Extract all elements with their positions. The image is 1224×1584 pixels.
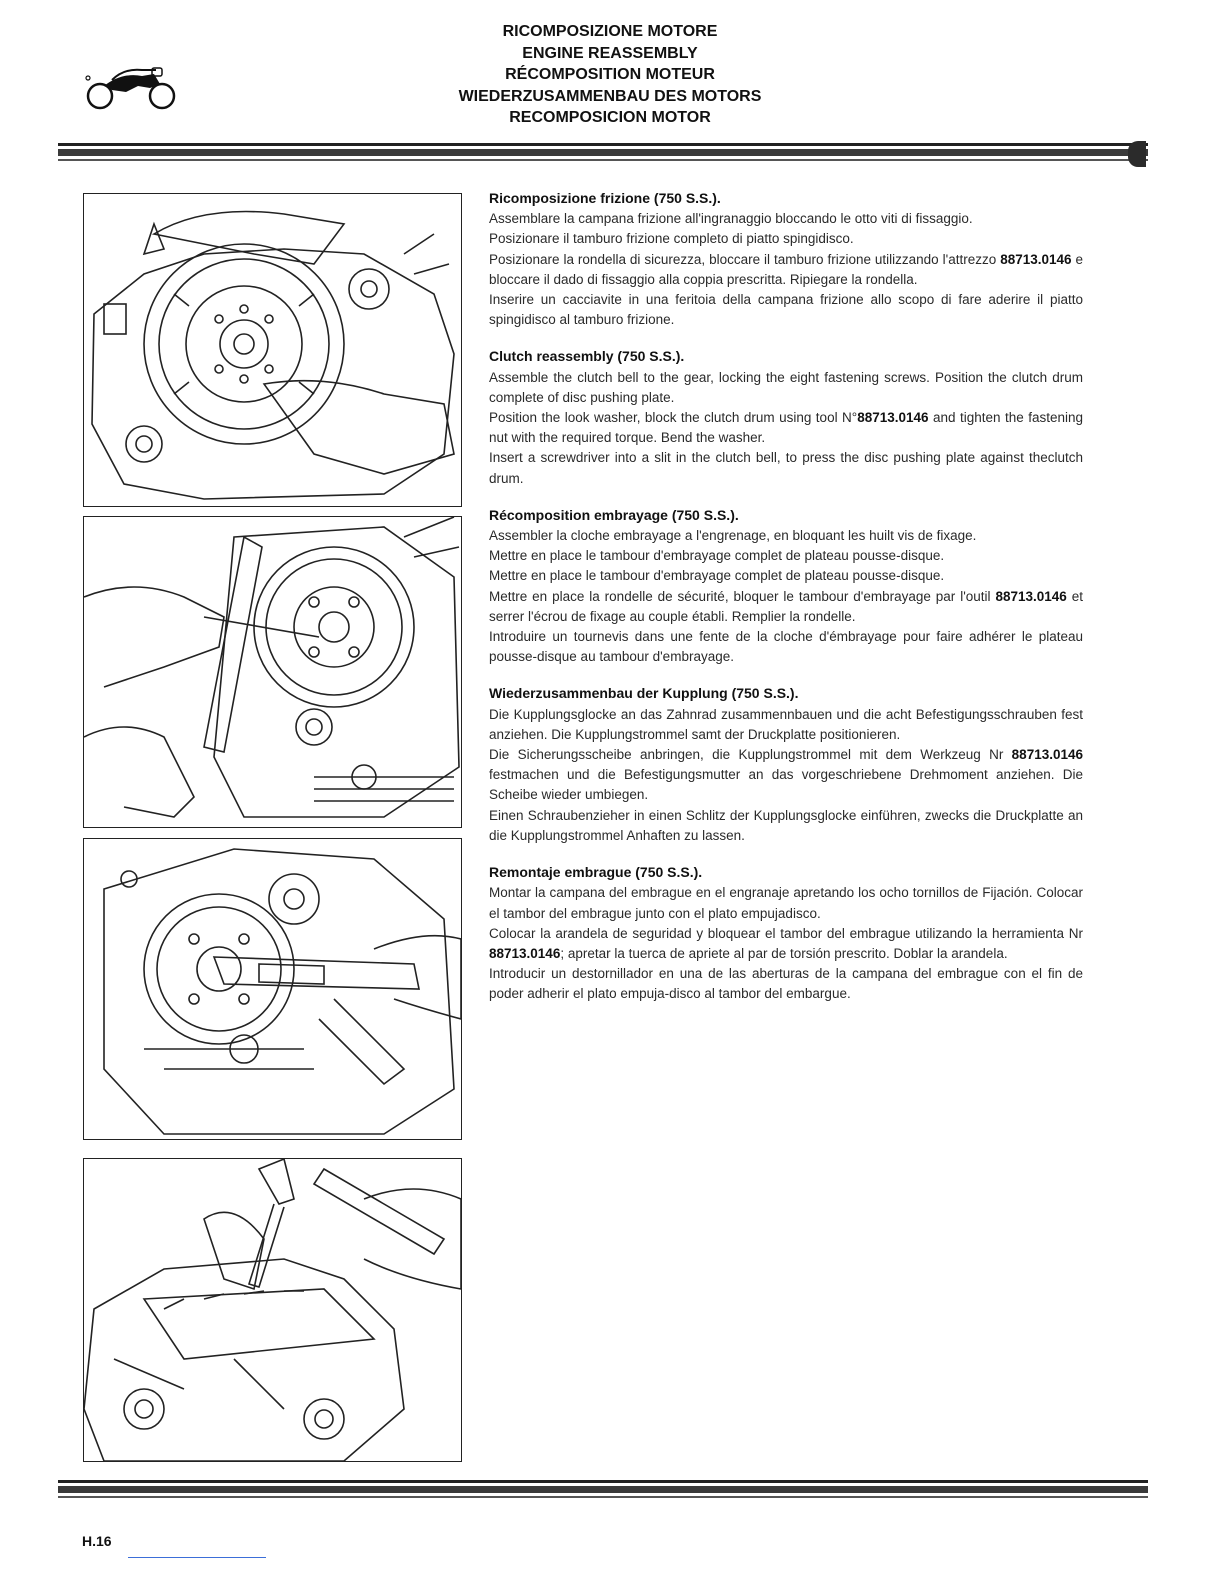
paragraph <box>489 745 1083 806</box>
paragraph-text: festmachen und die Befestigungsmutter an das vorgeschriebene Drehmoment anziehen. Die Scheibe wieder umbiegen. <box>489 767 1083 803</box>
paragraph: Introduire un tournevis dans une fente de la cloche d'émbrayage pour faire adhérer le plateau pousse-disque au tambour d'embrayage. <box>489 629 1083 665</box>
paragraph: Introducir un destornillador en una de las aberturas de la campana del embrague con el fin de poder adherir el plato empuja-disco al tambor del embargue. <box>489 966 1083 1002</box>
paragraph <box>489 924 1083 964</box>
title-italian: RICOMPOSIZIONE MOTORE <box>502 23 718 40</box>
section-title: Wiederzusammenbau der Kupplung (750 S.S.). <box>489 685 799 702</box>
paragraph-text: Colocar la arandela de seguridad y bloquear el tambor del embrague utilizando la herramienta Nr <box>489 925 1083 941</box>
figure-clutch-bell-assembly <box>83 193 462 507</box>
paragraph-text: and tighten the fastening nut with the required torque. Bend the washer. <box>489 410 1083 446</box>
header-rule <box>58 143 1148 161</box>
title-english: ENGINE REASSEMBLY <box>522 44 698 62</box>
section-english <box>489 346 1083 488</box>
paragraph: Mettre en place le tambour d'embrayage complet de plateau pousse-disque. <box>489 568 945 584</box>
paragraph: Mettre en place le tambour d'embrayage complet de plateau pousse-disque. <box>489 548 945 564</box>
section-german <box>489 683 1083 846</box>
title-spanish: RECOMPOSICION MOTOR <box>509 109 711 126</box>
paragraph <box>489 250 1083 290</box>
figure-torque-wrench <box>83 838 462 1140</box>
instruction-column <box>489 188 1083 1021</box>
section-italian <box>489 188 1083 330</box>
paragraph: Assemblare la campana frizione all'ingranaggio bloccando le otto viti di fissaggio. <box>489 211 973 227</box>
title-german: WIEDERZUSAMMENBAU DES MOTORS <box>458 87 762 105</box>
section-title: Ricomposizione frizione (750 S.S.). <box>489 190 721 206</box>
header-titles <box>380 21 840 129</box>
paragraph <box>489 408 1083 448</box>
paragraph-text: Die Sicherungsscheibe anbringen, die Kupplungstrommel mit dem Werkzeug Nr <box>489 747 1004 763</box>
paragraph: Insert a screwdriver into a slit in the clutch bell, to press the disc pushing plate against theclutch drum. <box>489 450 1083 486</box>
figure-screwdriver-insert <box>83 1158 462 1462</box>
paragraph-text: e bloccare il dado di fissaggio alla coppia prescritta. Ripiegare la rondella. <box>489 251 1083 287</box>
section-tab-marker <box>1128 141 1146 167</box>
section-french <box>489 505 1083 668</box>
page-number: H.16 <box>82 1533 112 1549</box>
figure-clutch-drum-tool <box>83 516 462 828</box>
tool-number: 88713.0146 <box>857 410 929 426</box>
title-french: RÉCOMPOSITION MOTEUR <box>505 66 715 83</box>
section-title: Récomposition embrayage (750 S.S.). <box>489 506 739 523</box>
paragraph: Assemble the clutch bell to the gear, locking the eight fastening screws. Position the clutch drum complete of disc pushing plate. <box>489 369 1083 405</box>
tool-number: 88713.0146 <box>995 588 1067 604</box>
paragraph: Montar la campana del embrague en el engranaje apretando los ocho tornillos de Fijación. Colocar el tambor del embrague junto con el plato empujadisco. <box>489 885 1083 921</box>
paragraph-text: Position the look washer, block the clutch drum using tool N° <box>489 410 858 426</box>
paragraph-text: Posizionare la rondella di sicurezza, bloccare il tamburo frizione utilizzando l'attrezzo <box>489 251 997 267</box>
footer-link-underline <box>128 1557 266 1558</box>
paragraph-text: ; apretar la tuerca de apriete al par de torsión prescrito. Doblar la arandela. <box>560 945 1008 961</box>
paragraph: Einen Schraubenzieher in einen Schlitz der Kupplungsglocke einführen, zwecks die Druckplatte an die Kupplungstrommel Anhaften zu lassen. <box>489 807 1083 843</box>
section-title: Remontaje embrague (750 S.S.). <box>489 864 703 881</box>
footer-rule <box>58 1480 1148 1498</box>
tool-number: 88713.0146 <box>1000 251 1072 267</box>
section-title: Clutch reassembly (750 S.S.). <box>489 348 685 365</box>
tool-number: 88713.0146 <box>489 945 561 961</box>
section-spanish <box>489 862 1083 1004</box>
paragraph: Die Kupplungsglocke an das Zahnrad zusammennbauen und die acht Befestigungsschrauben fest anziehen. Die Kupplungstrommel samt der Druckplatte positionieren. <box>489 706 1083 742</box>
paragraph-text: Mettre en place la rondelle de sécurité, bloquer le tambour d'embrayage par l'outil <box>489 588 991 604</box>
paragraph <box>489 587 1083 627</box>
motorcycle-logo-icon <box>82 66 182 112</box>
tool-number: 88713.0146 <box>1011 747 1083 763</box>
paragraph: Posizionare il tamburo frizione completo di piatto spingidisco. <box>489 231 854 247</box>
paragraph: Assembler la cloche embrayage a l'engrenage, en bloquant les huilt vis de fixage. <box>489 528 977 544</box>
paragraph-text: et serrer l'écrou de fixage au couple établi. Remplier la rondelle. <box>489 588 1083 624</box>
paragraph: Inserire un cacciavite in una feritoia della campana frizione allo scopo di fare aderire il piatto spingidisco al tamburo frizione. <box>489 292 1083 328</box>
